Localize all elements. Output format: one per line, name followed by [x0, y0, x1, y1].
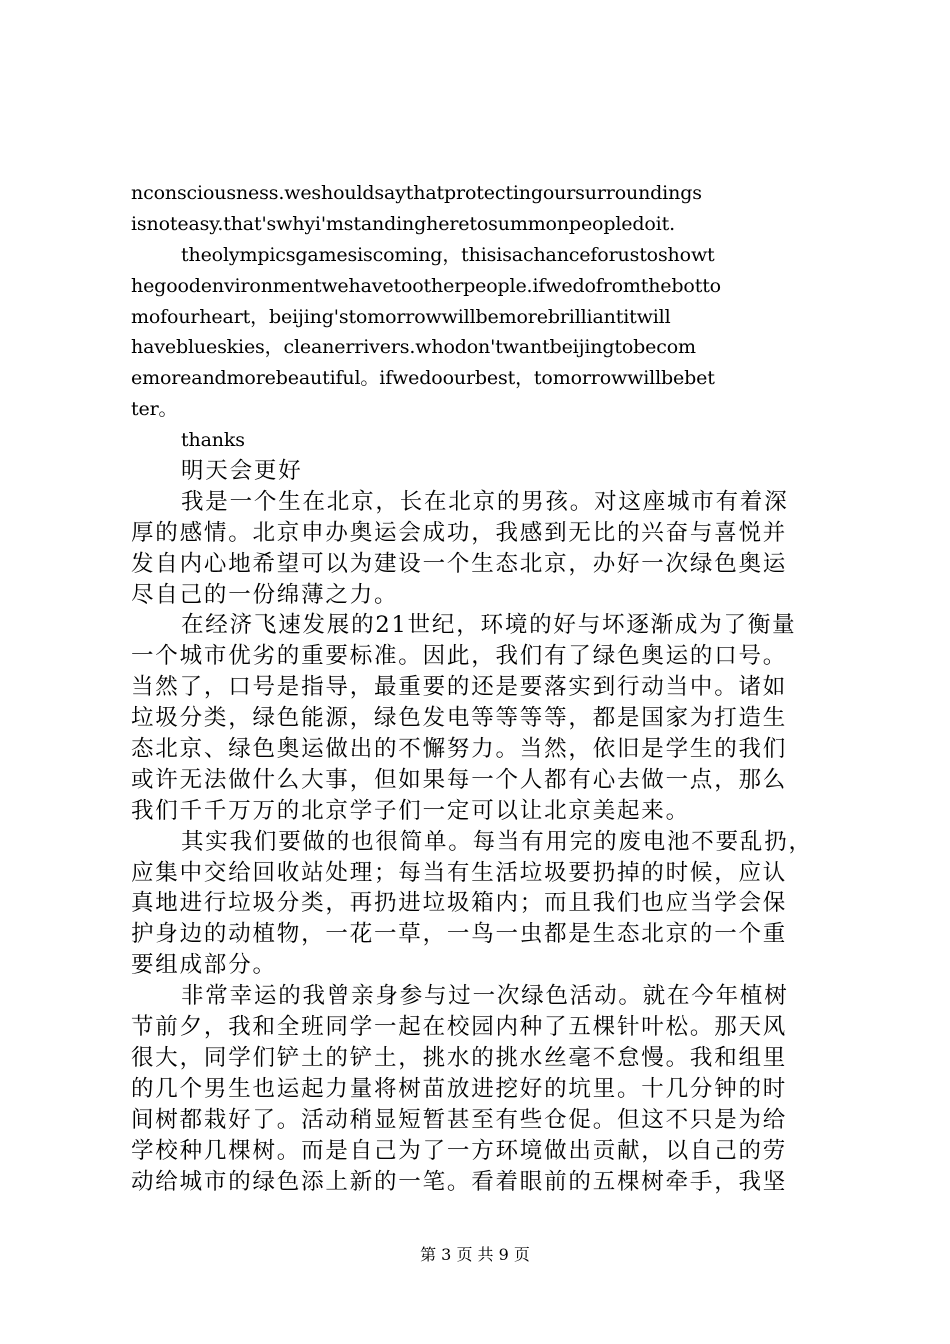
text-line: 厚的感情。北京申办奥运会成功，我感到无比的兴奋与喜悦并 [131, 519, 788, 546]
text-line: ter。 [131, 398, 178, 421]
text-line: 其实我们要做的也很简单。每当有用完的废电池不要乱扔， [181, 828, 813, 855]
text-line: 我们千千万万的北京学子们一定可以让北京美起来。 [131, 797, 690, 824]
text-line: 明天会更好 [181, 458, 303, 485]
text-line: 真地进行垃圾分类，再扔进垃圾箱内；而且我们也应当学会保 [131, 890, 788, 917]
text-line: haveblueskies，cleanerrivers.whodon'twantbeijingtobecom [131, 336, 696, 359]
text-line: thanks [181, 429, 245, 452]
text-line: 学校种几棵树。而是自己为了一方环境做出贡献，以自己的劳 [131, 1137, 788, 1164]
text-line: 我是一个生在北京，长在北京的男孩。对这座城市有着深 [181, 488, 789, 515]
text-line: 一个城市优劣的重要标准。因此，我们有了绿色奥运的口号。 [131, 643, 788, 670]
document-body [131, 178, 831, 1197]
text-line: emoreandmorebeautiful。ifwedoourbest，tomorrowwillbebet [131, 367, 715, 390]
text-line: 要组成部分。 [131, 952, 277, 979]
text-line: 态北京、绿色奥运做出的不懈努力。当然，依旧是学生的我们 [131, 736, 788, 763]
text-line: 应集中交给回收站处理；每当有生活垃圾要扔掉的时候，应认 [131, 859, 788, 886]
text-line: theolympicsgamesiscoming，thisisachanceforustoshowt [181, 243, 715, 266]
text-line: 在经济飞速发展的21世纪，环境的好与坏逐渐成为了衡量 [181, 612, 797, 639]
text-line: 的几个男生也运起力量将树苗放进挖好的坑里。十几分钟的时 [131, 1075, 788, 1102]
text-line: mofourheart，beijing'stomorrowwillbemorebrilliantitwill [131, 305, 671, 328]
text-line: 间树都栽好了。活动稍显短暂甚至有些仓促。但这不只是为给 [131, 1106, 788, 1133]
text-line: hegoodenvironmentwehavetootherpeople.ifwedofromthebotto [131, 274, 721, 297]
text-line: 垃圾分类，绿色能源，绿色发电等等等等，都是国家为打造生 [131, 705, 788, 732]
text-line: 很大，同学们铲土的铲土，挑水的挑水丝毫不怠慢。我和组里 [131, 1044, 788, 1071]
text-line: nconsciousness.weshouldsaythatprotectingoursurroundings [131, 182, 702, 204]
text-line: 当然了，口号是指导，最重要的还是要落实到行动当中。诸如 [131, 674, 788, 701]
text-line: 或许无法做什么大事，但如果每一个人都有心去做一点，那么 [131, 766, 788, 793]
text-line: 发自内心地希望可以为建设一个生态北京，办好一次绿色奥运 [131, 550, 788, 577]
text-line: isnoteasy.that'swhyi'mstandingheretosummonpeopledoit. [131, 212, 675, 235]
text-line: 尽自己的一份绵薄之力。 [131, 581, 399, 608]
text-line: 节前夕，我和全班同学一起在校园内种了五棵针叶松。那天风 [131, 1014, 788, 1041]
text-line: 动给城市的绿色添上新的一笔。看着眼前的五棵树牵手，我坚 [131, 1168, 788, 1195]
page-footer: 第 3 页 共 9 页 [420, 1245, 530, 1264]
text-line: 护身边的动植物，一花一草，一鸟一虫都是生态北京的一个重 [131, 921, 788, 948]
text-line: 非常幸运的我曾亲身参与过一次绿色活动。就在今年植树 [181, 983, 789, 1010]
